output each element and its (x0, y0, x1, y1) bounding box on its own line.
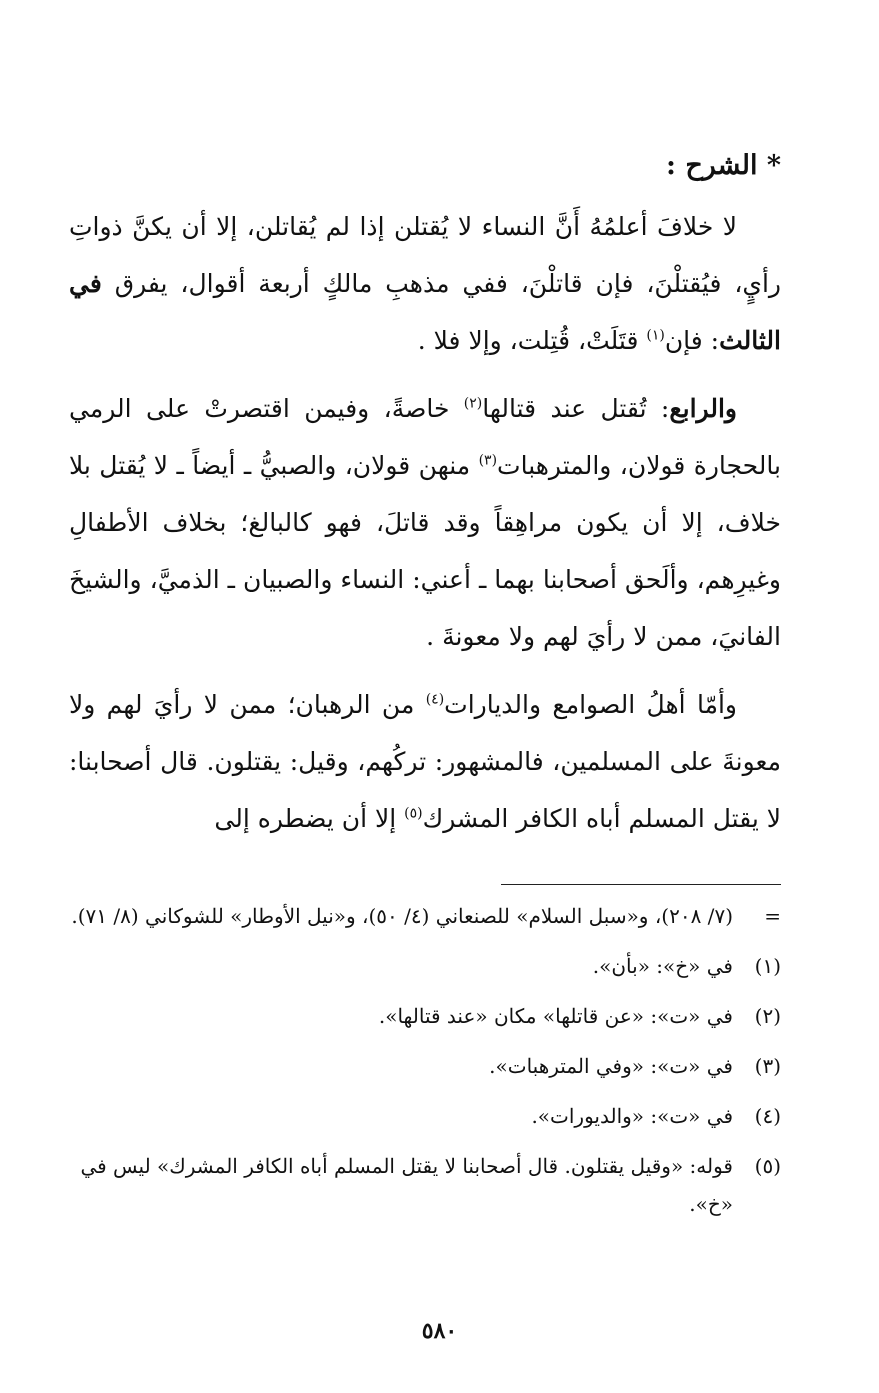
paragraph-text: منهن قولان، والصبيُّ ـ أيضاً ـ لا يُقتل بلا خلاف، إلا أن يكون مراهِقاً وقد قاتلَ، فهو كالبالغ؛ بخلاف الأطفالِ وغيرِهم، وألَحق أصحابنا بهما ـ أعني: النساء والصبيان ـ الذميَّ، والشيخَ الفانيَ، ممن لا رأيَ لهم ولا معونةَ . (69, 451, 781, 651)
footnote-5 (69, 1147, 781, 1223)
footnote-divider (501, 884, 781, 885)
footnote-ref-1[interactable]: (١) (646, 327, 665, 344)
footnote-text: في «خ»: «بأن». (592, 954, 733, 978)
footnote-ref-2[interactable]: (٢) (463, 395, 483, 412)
footnote-number: (٢) (754, 1004, 781, 1028)
paragraph-3 (69, 676, 781, 857)
footnote-text: قوله: «وقيل يقتلون. قال أصحابنا لا يقتل المسلم أباه الكافر المشرك» ليس في «خ». (80, 1154, 733, 1216)
page-number: ٥٨٠ (421, 1318, 458, 1344)
footnote-number: (٥) (754, 1154, 781, 1178)
paragraph-text: خاصةً، وفيمن اقتصرتْ على الرمي بالحجارة قولان، والمترهبات (69, 394, 781, 480)
footnote-number: (٤) (754, 1104, 781, 1128)
footnote-ref-4[interactable]: (٤) (425, 691, 445, 708)
paragraph-2 (69, 380, 781, 675)
bold-term: في الثالث (69, 269, 781, 355)
footnote-number: (٣) (754, 1054, 781, 1078)
footnote-1 (69, 947, 781, 985)
footnote-number: (١) (754, 954, 781, 978)
footnote-text: في «ت»: «وفي المترهبات». (489, 1054, 733, 1078)
bold-term: والرابع (669, 394, 737, 423)
paragraph-1 (69, 198, 781, 379)
footnote-ref-3[interactable]: (٣) (478, 452, 498, 469)
paragraph-text: لا خلافَ أعلمُهُ أَنَّ النساء لا يُقتلن إذا لم يُقاتلن، إلا أن يكنَّ ذواتِ رأيٍ، فيُقتلْنَ، فإن قاتلْنَ، ففي مذهبِ مالكٍ أربعة أقوال، يفرق (69, 212, 781, 298)
paragraph-text: قتَلَتْ، قُتِلت، وإلا فلا . (417, 326, 647, 355)
footnote-2 (69, 997, 781, 1035)
paragraph-text: : تُقتل عند قتالها (482, 394, 670, 423)
footnote-ref-5[interactable]: (٥) (404, 805, 423, 822)
paragraph-text: وأمّا أهلُ الصوامع والديارات (444, 690, 737, 719)
footnote-text: (٧/ ٢٠٨)، و«سبل السلام» للصنعاني (٤/ ٥٠)، و«نيل الأوطار» للشوكاني (٨/ ٧١). (71, 904, 733, 928)
paragraph-text: إلا أن يضطره إلى (214, 804, 405, 833)
footnote-text: في «ت»: «والديورات». (531, 1104, 733, 1128)
footnote-continuation (69, 897, 781, 935)
footnote-text: في «ت»: «عن قاتلها» مكان «عند قتالها». (378, 1004, 733, 1028)
paragraph-text: : فإن (664, 326, 720, 355)
footnote-3 (69, 1047, 781, 1085)
paragraph-text: من الرهبان؛ ممن لا رأيَ لهم ولا معونةَ على المسلمين، فالمشهور: تركُهم، وقيل: يقتلون. قال أصحابنا: لا يقتل المسلم أباه الكافر المشرك (69, 690, 781, 833)
section-heading: * الشرح : (665, 150, 781, 181)
footnote-4 (69, 1097, 781, 1135)
footnote-number: = (764, 904, 781, 928)
footnotes-list (69, 897, 781, 1235)
